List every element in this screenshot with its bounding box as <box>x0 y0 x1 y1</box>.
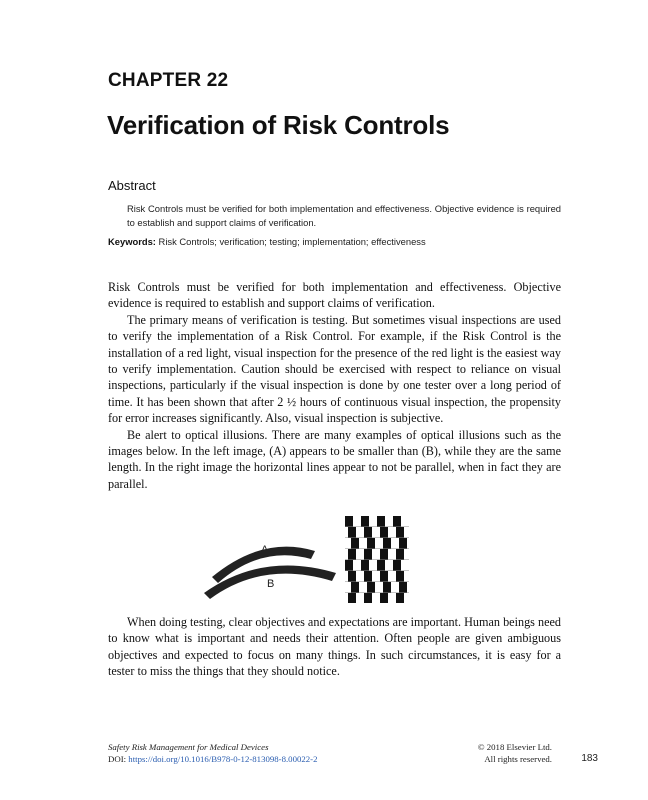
cafe-wall-brick <box>345 516 353 527</box>
copyright: © 2018 Elsevier Ltd. <box>477 742 552 752</box>
rights: All rights reserved. <box>484 754 552 764</box>
cafe-wall-brick <box>361 516 369 527</box>
cafe-wall-brick <box>351 582 359 593</box>
cafe-wall-brick <box>380 527 388 538</box>
jastrow-illusion <box>204 544 336 599</box>
doi-label: DOI: <box>108 754 127 764</box>
footer-right <box>478 741 552 765</box>
cafe-wall-brick <box>348 571 356 582</box>
keywords-list: Risk Controls; verification; testing; implementation; effectiveness <box>158 236 426 247</box>
keywords <box>108 236 568 247</box>
illusion-svg <box>200 513 560 603</box>
paragraph-3: Be alert to optical illusions. There are many examples of optical illusions such as the images below. In the left image, (A) appears to be smaller than (B), while they are the same length. In the right image the horizontal lines appear to not be parallel, when in fact they are parallel. <box>108 427 561 491</box>
paragraph-1: Risk Controls must be verified for both implementation and effectiveness. Objective evidence is required to establish and support claims of verification. <box>108 280 561 311</box>
cafe-wall-brick <box>377 560 385 571</box>
cafe-wall-brick <box>393 560 401 571</box>
body-text <box>108 279 561 492</box>
cafe-wall-brick <box>377 516 385 527</box>
cafe-wall-brick <box>396 527 404 538</box>
cafe-wall-brick <box>396 593 404 603</box>
cafe-wall-brick <box>364 549 372 560</box>
footer-left <box>108 741 318 765</box>
cafe-wall-brick <box>351 538 359 549</box>
paragraph-4: When doing testing, clear objectives and expectations are important. Human beings need to know what is important and needs their attention. Often people are given ambiguous objectives and expected to focus on many things. In such circumstances, it is easy for a tester to miss the things that they should notice. <box>108 615 561 679</box>
cafe-wall-illusion <box>345 514 409 603</box>
abstract-text: Risk Controls must be verified for both implementation and effectiveness. Objective evidence is required to establish and support claims of verification. <box>127 203 561 228</box>
cafe-wall-brick <box>383 538 391 549</box>
optical-illusions-figure <box>200 513 560 603</box>
cafe-wall-brick <box>348 527 356 538</box>
cafe-wall-brick <box>396 549 404 560</box>
cafe-wall-brick <box>364 527 372 538</box>
chapter-title: Verification of Risk Controls <box>107 110 450 140</box>
cafe-wall-brick <box>380 549 388 560</box>
cafe-wall-brick <box>364 571 372 582</box>
cafe-wall-brick <box>396 571 404 582</box>
chapter-label: CHAPTER 22 <box>108 70 229 91</box>
label-a: A <box>261 544 269 556</box>
cafe-wall-brick <box>364 593 372 603</box>
cafe-wall-brick <box>399 582 407 593</box>
cafe-wall-brick <box>399 538 407 549</box>
body-text-continued <box>108 614 561 680</box>
label-b: B <box>267 578 275 590</box>
doi-line <box>108 753 318 765</box>
cafe-wall-brick <box>380 571 388 582</box>
book-title: Safety Risk Management for Medical Devices <box>108 742 269 752</box>
cafe-wall-brick <box>361 560 369 571</box>
cafe-wall-brick <box>380 593 388 603</box>
cafe-wall-brick <box>348 549 356 560</box>
keywords-label: Keywords: <box>108 236 156 247</box>
cafe-wall-brick <box>383 582 391 593</box>
paragraph-2: The primary means of verification is testing. But sometimes visual inspections are used to verify the implementation of a Risk Control. For example, if the Risk Control is the installation of a red light, visual inspection for the presence of the red light is the easiest way to verify implementation. Caution should be exercised with respect to reliance on visual inspections, particularly if the visual inspection is done by one tester over a long period of time. It has been shown that after 2 ½ hours of continuous visual inspection, the propensity for error increases significantly. Also, visual inspection is subjective. <box>108 312 561 426</box>
cafe-wall-brick <box>367 538 375 549</box>
cafe-wall-brick <box>393 516 401 527</box>
abstract-heading: Abstract <box>108 178 156 193</box>
page-number: 183 <box>581 753 598 764</box>
cafe-wall-brick <box>348 593 356 603</box>
doi-link[interactable]: https://doi.org/10.1016/B978-0-12-813098-8.00022-2 <box>128 754 318 764</box>
cafe-wall-brick <box>367 582 375 593</box>
cafe-wall-brick <box>345 560 353 571</box>
